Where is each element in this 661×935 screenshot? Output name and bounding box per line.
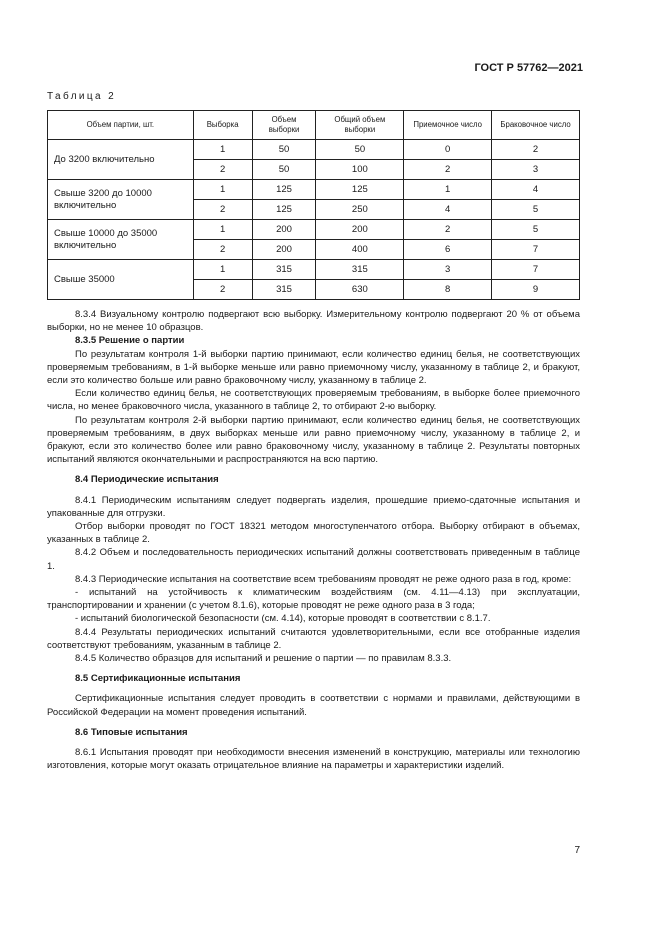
- lot-size-cell: Свыше 35000: [48, 260, 194, 300]
- table-cell: 125: [316, 180, 404, 200]
- standard-number: ГОСТ Р 57762—2021: [474, 62, 583, 74]
- table-cell: 630: [316, 280, 404, 300]
- table-cell: 315: [252, 280, 316, 300]
- paragraph-8-5: Сертификационные испытания следует проводить в соответствии с нормами и правилами, действующими в Российской Федерации на момент проведения испытаний.: [47, 693, 580, 718]
- table-cell: 125: [252, 180, 316, 200]
- col-header-lot-size: Объем партии, шт.: [48, 111, 194, 140]
- table-cell: 50: [252, 140, 316, 160]
- paragraph-8-4-2: 8.4.2 Объем и последовательность периодических испытаний должны соответствовать приведенным в таблице 1.: [47, 547, 580, 572]
- table-cell: 2: [193, 200, 252, 220]
- table-cell: 4: [404, 200, 492, 220]
- table-cell: 1: [193, 180, 252, 200]
- paragraph-8-4-3: 8.4.3 Периодические испытания на соответствие всем требованиям проводят не реже одного раза в год, кроме:: [75, 573, 572, 585]
- table-cell: 6: [404, 240, 492, 260]
- table-cell: 0: [404, 140, 492, 160]
- table-row: [48, 140, 580, 160]
- table-cell: 8: [404, 280, 492, 300]
- table-cell: 4: [492, 180, 580, 200]
- table-cell: 5: [492, 200, 580, 220]
- table-cell: 2: [193, 160, 252, 180]
- paragraph: По результатам контроля 2-й выборки партию принимают, если количество единиц белья, не соответствующих проверяемым требованиям, в двух выборках меньше или равно приемочному числу, указанному в таблице 2, и бракуют, если это количество более или равно браковочному числу, указанному в таблице 2. Результаты повторных испытаний являются окончательными и распространяются на всю партию.: [47, 414, 580, 466]
- table-cell: 1: [193, 220, 252, 240]
- table-cell: 5: [492, 220, 580, 240]
- table-cell: 3: [404, 260, 492, 280]
- table-cell: 9: [492, 280, 580, 300]
- paragraph-8-4-1: 8.4.1 Периодическим испытаниям следует подвергать изделия, прошедшие приемо-сдаточные испытания и упакованные для отгрузки.: [47, 494, 580, 519]
- table-cell: 315: [252, 260, 316, 280]
- table-cell: 2: [404, 220, 492, 240]
- col-header-sample: Выборка: [193, 111, 252, 140]
- table-cell: 100: [316, 160, 404, 180]
- table-cell: 1: [193, 260, 252, 280]
- paragraph-8-3-4: 8.3.4 Визуальному контролю подвергают всю выборку. Измерительному контролю подвергают 20 % от объема выборки, но не менее 10 образцов.: [47, 309, 580, 334]
- table-cell: 50: [316, 140, 404, 160]
- paragraph-8-6-1: 8.6.1 Испытания проводят при необходимости внесения изменений в конструкцию, материалы или технологию изготовления, которые могут оказать отрицательное влияние на параметры и характеристики изделий.: [47, 747, 580, 772]
- table-row: [48, 220, 580, 240]
- list-item: - испытаний биологической безопасности (см. 4.14), которые проводят в соответствии с 8.1.7.: [75, 613, 491, 625]
- table-row: [48, 180, 580, 200]
- table-cell: 1: [404, 180, 492, 200]
- paragraph: По результатам контроля 1-й выборки партию принимают, если количество единиц белья, не соответствующих проверяемым требованиям, в 1-й выборке меньше или равно приемочному числу, указанному в таблице 2, и бракуют, если это количество больше или равно браковочному числу, указанному в таблице 2.: [47, 348, 580, 387]
- heading-8-4: 8.4 Периодические испытания: [75, 474, 219, 486]
- table-header-row: [48, 111, 580, 140]
- table-cell: 2: [193, 280, 252, 300]
- table-cell: 7: [492, 240, 580, 260]
- lot-size-cell: Свыше 10000 до 35000 включительно: [48, 220, 194, 260]
- heading-8-5: 8.5 Сертификационные испытания: [75, 673, 241, 685]
- table-cell: 200: [252, 240, 316, 260]
- table-cell: 200: [316, 220, 404, 240]
- table-cell: 200: [252, 220, 316, 240]
- paragraph-8-4-4: 8.4.4 Результаты периодических испытаний считаются удовлетворительными, если все отобранные изделия соответствуют требованиям, указанным в таблице 2.: [47, 626, 580, 651]
- col-header-sample-size: Объем выборки: [252, 111, 316, 140]
- table-cell: 250: [316, 200, 404, 220]
- table-cell: 125: [252, 200, 316, 220]
- table-cell: 3: [492, 160, 580, 180]
- table-cell: 1: [193, 140, 252, 160]
- table-caption: Таблица 2: [47, 91, 117, 102]
- col-header-rejection-number: Браковочное число: [492, 111, 580, 140]
- paragraph: Если количество единиц белья, не соответствующих проверяемым требованиям, в выборке более приемочного числа, но менее браковочного числа, указанного в таблице 2, то отбирают 2-ю выборку.: [47, 388, 580, 413]
- col-header-total-sample-size: Общий объем выборки: [316, 111, 404, 140]
- lot-size-cell: До 3200 включительно: [48, 140, 194, 180]
- table-row: [48, 260, 580, 280]
- table-cell: 400: [316, 240, 404, 260]
- heading-8-3-5: 8.3.5 Решение о партии: [75, 335, 185, 347]
- col-header-acceptance-number: Приемочное число: [404, 111, 492, 140]
- paragraph-8-4-5: 8.4.5 Количество образцов для испытаний и решение о партии — по правилам 8.3.3.: [75, 653, 452, 665]
- body-text: [47, 308, 580, 773]
- sampling-table: [47, 110, 580, 300]
- table-cell: 2: [193, 240, 252, 260]
- page-number: 7: [574, 845, 580, 856]
- table-cell: 7: [492, 260, 580, 280]
- table-cell: 2: [492, 140, 580, 160]
- heading-8-6: 8.6 Типовые испытания: [75, 726, 188, 738]
- list-item: - испытаний на устойчивость к климатическим воздействиям (см. 4.11—4.13) при эксплуатации, транспортировании и хранении (с учетом 8.1.6), которые проводят не реже одного раза в 3 года;: [47, 587, 580, 612]
- table-cell: 50: [252, 160, 316, 180]
- lot-size-cell: Свыше 3200 до 10000 включительно: [48, 180, 194, 220]
- table-cell: 315: [316, 260, 404, 280]
- table-cell: 2: [404, 160, 492, 180]
- paragraph: Отбор выборки проводят по ГОСТ 18321 методом многоступенчатого отбора. Выборку отбирают в объемах, указанных в таблице 2.: [47, 521, 580, 546]
